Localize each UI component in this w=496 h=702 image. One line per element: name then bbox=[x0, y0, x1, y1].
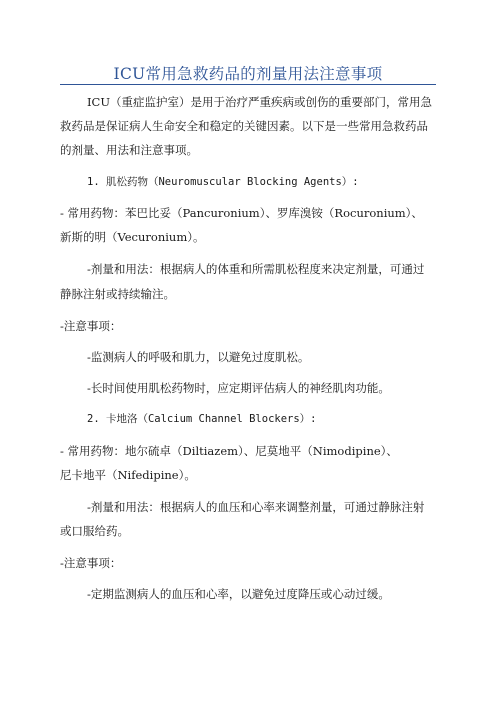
section-2-dosage-line-2: 或口服给药。 bbox=[60, 524, 129, 538]
title-underline bbox=[60, 84, 436, 85]
section-1-heading: 1. 肌松药物（Neuromuscular Blocking Agents）: bbox=[87, 176, 359, 188]
document-title: ICU常用急救药品的剂量用法注意事项 bbox=[113, 65, 383, 83]
section-1-notes-label: -注意事项： bbox=[60, 319, 122, 333]
section-1-drugs-line-1: - 常用药物：苯巴比妥（Pancuronium）、罗库溴铵（Rocuronium）、 bbox=[60, 206, 423, 220]
section-2-notes-label: -注意事项： bbox=[60, 556, 122, 570]
section-2-note-1: -定期监测病人的血压和心率，以避免过度降压或心动过缓。 bbox=[87, 587, 390, 601]
intro-line-3: 的剂量、用法和注意事项。 bbox=[60, 143, 198, 157]
section-1-note-1: -监测病人的呼吸和肌力，以避免过度肌松。 bbox=[87, 350, 310, 364]
intro-line-2: 救药品是保证病人生命安全和稳定的关键因素。以下是一些常用急救药品 bbox=[60, 119, 428, 133]
section-2-dosage-line-1: -剂量和用法：根据病人的血压和心率来调整剂量，可通过静脉注射 bbox=[87, 500, 425, 514]
section-2-heading: 2. 卡地洛（Calcium Channel Blockers）: bbox=[87, 413, 317, 425]
section-2-drugs-line-1: - 常用药物：地尔硫卓（Diltiazem）、尼莫地平（Nimodipine）、 bbox=[60, 444, 398, 458]
section-2-drugs-line-2: 尼卡地平（Nifedipine）。 bbox=[60, 468, 196, 482]
section-1-dosage-line-1: -剂量和用法：根据病人的体重和所需肌松程度来决定剂量，可通过 bbox=[87, 262, 425, 276]
section-1-note-2: -长时间使用肌松药物时，应定期评估病人的神经肌肉功能。 bbox=[87, 381, 390, 395]
section-1-dosage-line-2: 静脉注射或持续输注。 bbox=[60, 287, 175, 301]
intro-line-1: ICU（重症监护室）是用于治疗严重疾病或创伤的重要部门，常用急 bbox=[87, 95, 433, 109]
section-1-drugs-line-2: 新斯的明（Vecuronium）。 bbox=[60, 230, 205, 244]
